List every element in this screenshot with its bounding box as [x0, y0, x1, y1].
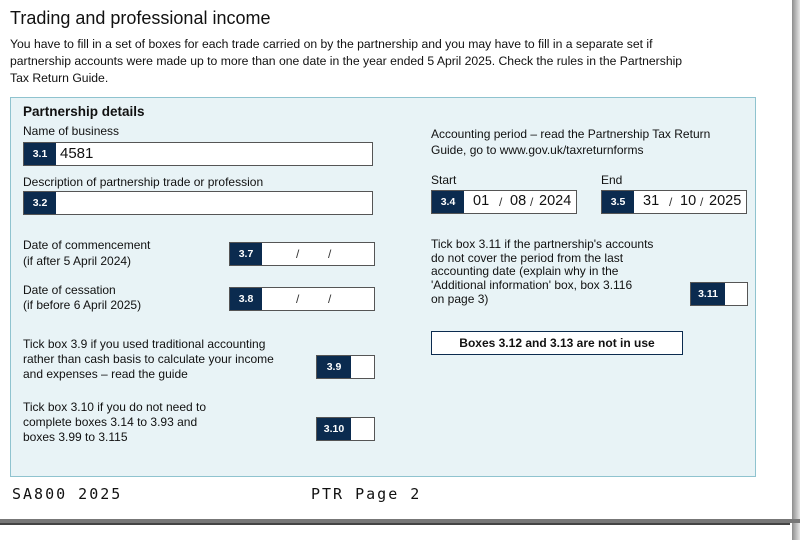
box-3-7-commencement-date[interactable]: [229, 242, 375, 266]
page-title: Trading and professional income: [10, 8, 271, 28]
tick-3-10-line: complete boxes 3.14 to 3.93 and: [23, 415, 198, 429]
box-number: 3.5: [602, 191, 634, 213]
tick-3-10-line: boxes 3.99 to 3.115: [23, 430, 128, 444]
box-3-9-tick[interactable]: [316, 355, 375, 379]
tick-3-9-line: rather than cash basis to calculate your income: [23, 352, 274, 366]
box-3-1-name-of-business[interactable]: [23, 142, 373, 166]
date-separator: /: [328, 292, 332, 306]
section-heading: Partnership details: [23, 104, 145, 119]
box-3-4-start-date[interactable]: [431, 190, 577, 214]
tick-3-11-line: 'Additional information' box, box 3.116: [431, 278, 633, 292]
box-number: 3.10: [317, 418, 351, 440]
tick-3-11-line: do not cover the period from the last: [431, 251, 624, 265]
description-label: Description of partnership trade or profession: [23, 175, 264, 189]
date-separator: /: [700, 195, 704, 209]
tick-3-11-line: Tick box 3.11 if the partnership's accounts: [431, 237, 654, 251]
date-separator: /: [499, 195, 503, 209]
box-3-10-tick[interactable]: [316, 417, 375, 441]
date-separator: /: [328, 247, 332, 261]
start-year: 2024: [539, 193, 572, 209]
page-number: PTR Page 2: [311, 485, 422, 503]
form-code: SA800 2025: [12, 485, 123, 503]
date-separator: /: [530, 195, 534, 209]
box-number: 3.7: [230, 243, 262, 265]
tick-3-11-line: accounting date (explain why in the: [431, 264, 619, 278]
tick-3-9-line: and expenses – read the guide: [23, 367, 188, 381]
start-label: Start: [431, 173, 457, 187]
start-day: 01: [473, 193, 490, 209]
box-3-5-end-date[interactable]: [601, 190, 747, 214]
box-3-11-tick[interactable]: [690, 282, 748, 306]
tick-3-9-line: Tick box 3.9 if you used traditional accounting: [23, 337, 266, 351]
name-of-business-label: Name of business: [23, 124, 120, 138]
boxes-not-in-use-notice: Boxes 3.12 and 3.13 are not in use: [431, 331, 683, 355]
date-separator: /: [296, 247, 300, 261]
business-name-value: 4581: [60, 145, 94, 162]
box-3-2-description[interactable]: [23, 191, 373, 215]
box-number: 3.1: [24, 143, 56, 165]
commencement-label: Date of commencement: [23, 238, 151, 252]
box-3-8-cessation-date[interactable]: [229, 287, 375, 311]
end-year: 2025: [709, 193, 742, 209]
cessation-sublabel: (if before 6 April 2025): [23, 298, 142, 312]
commencement-sublabel: (if after 5 April 2024): [23, 254, 132, 268]
cessation-label: Date of cessation: [23, 283, 116, 297]
box-number: 3.8: [230, 288, 262, 310]
date-separator: /: [669, 195, 673, 209]
intro-text: You have to fill in a set of boxes for each trade carried on by the partnership and you may have to fill in a separate set if partnership accounts were made up to more than one date in the year ended 5 April 2025. Check the rules in the Partnership Tax Return Guide.: [10, 37, 683, 85]
date-separator: /: [296, 292, 300, 306]
page-shadow-right: [792, 0, 800, 540]
box-number: 3.11: [691, 283, 725, 305]
box-number: 3.2: [24, 192, 56, 214]
end-day: 31: [643, 193, 660, 209]
tick-3-11-line: on page 3): [431, 292, 489, 306]
next-page-edge: [0, 523, 790, 542]
box-number: 3.4: [432, 191, 464, 213]
accounting-period-label: Accounting period – read the Partnership Tax Return Guide, go to www.gov.uk/taxreturnforms: [431, 127, 711, 157]
start-month: 08: [510, 193, 527, 209]
end-month: 10: [680, 193, 697, 209]
box-number: 3.9: [317, 356, 351, 378]
end-label: End: [601, 173, 623, 187]
tick-3-10-line: Tick box 3.10 if you do not need to: [23, 400, 207, 414]
